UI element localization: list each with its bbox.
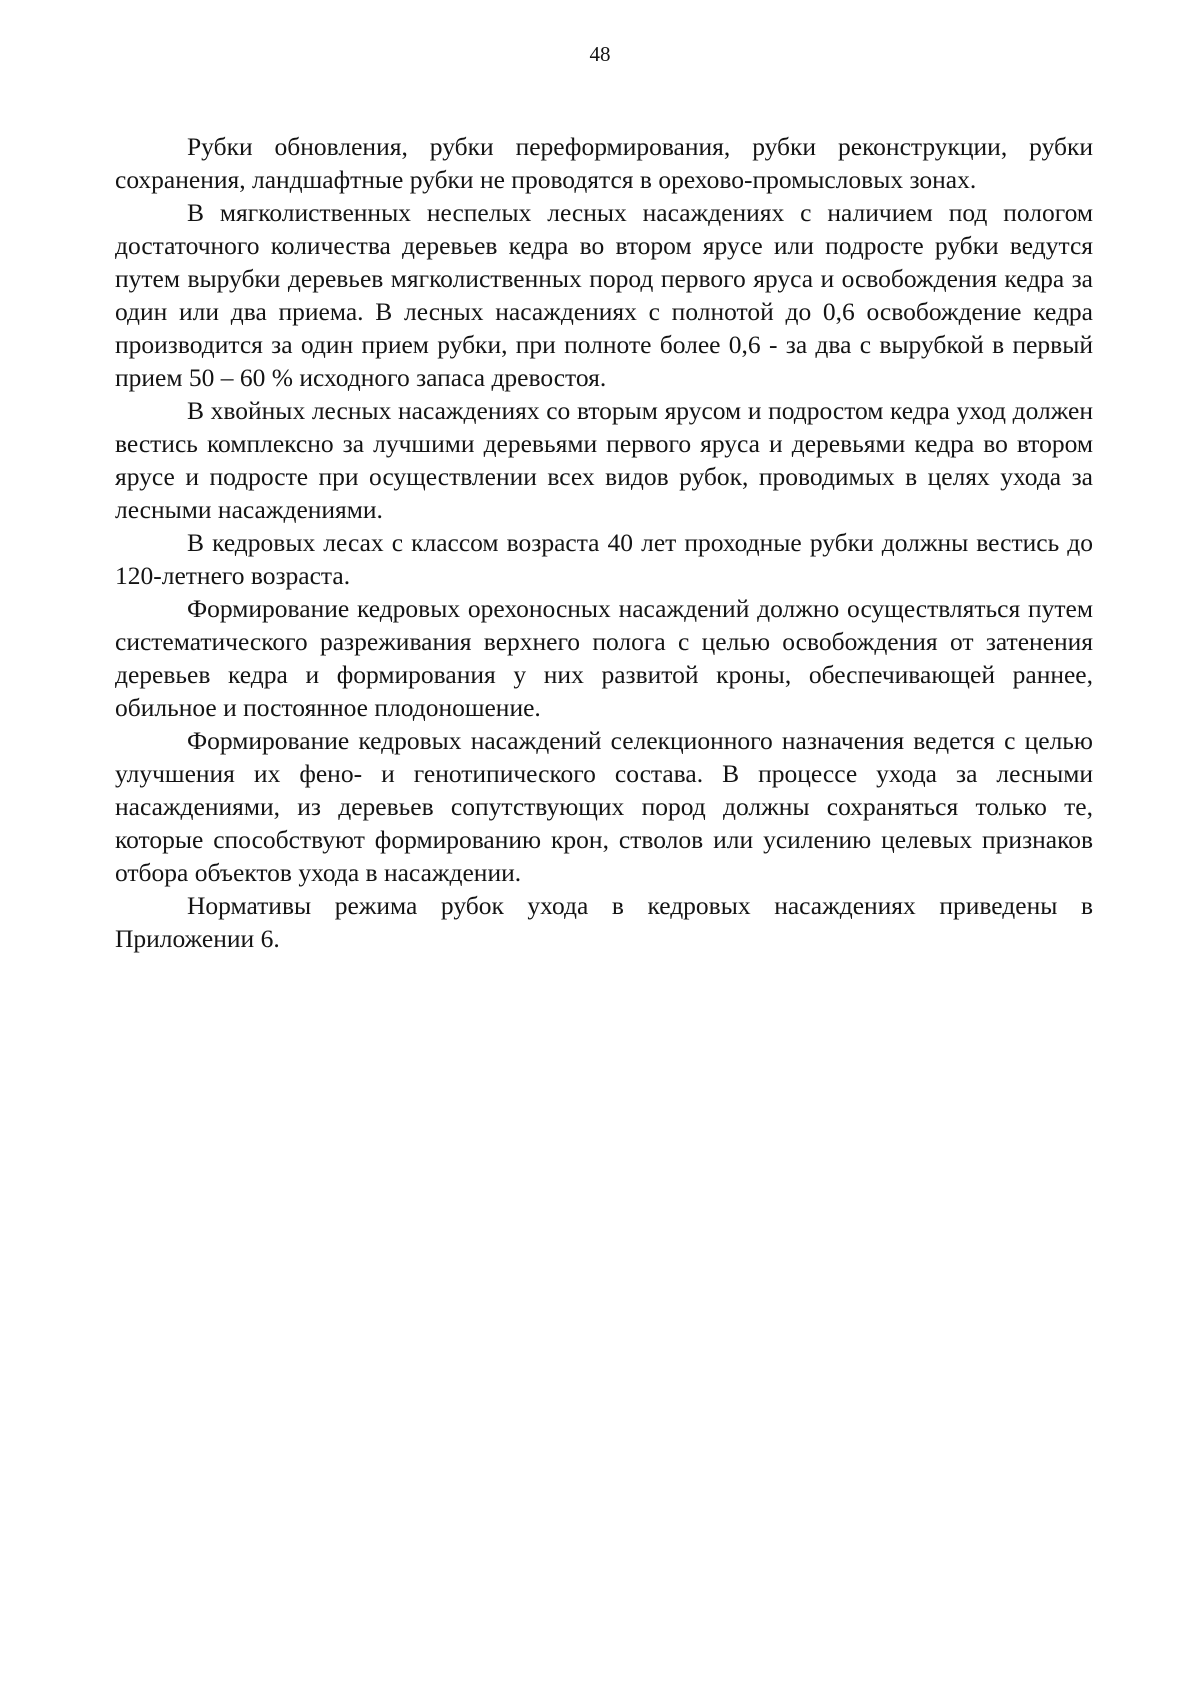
paragraph-4: В кедровых лесах с классом возраста 40 лет проходные рубки должны вестись до 120-летнего возраста. — [115, 528, 1093, 590]
paragraph-5: Формирование кедровых орехоносных насаждений должно осуществляться путем систематического разреживания верхнего полога с целью освобождения от затенения деревьев кедра и формирования у них развитой кроны, обеспечивающей раннее, обильное и постоянное плодоношение. — [115, 594, 1093, 722]
paragraph-2: В мягколиственных неспелых лесных насаждениях с наличием под пологом достаточного количества деревьев кедра во втором ярусе или подросте рубки ведутся путем вырубки деревьев мягколиственных пород первого яруса и освобождения кедра за один или два приема. В лесных насаждениях с полнотой до 0,6 освобождение кедра производится за один прием рубки, при полноте более 0,6 - за два с вырубкой в первый прием 50 – 60 % исходного запаса древостоя. — [115, 198, 1093, 392]
page-number: 48 — [589, 42, 611, 66]
paragraph-3: В хвойных лесных насаждениях со вторым ярусом и подростом кедра уход должен вестись комплексно за лучшими деревьями первого яруса и деревьями кедра во втором ярусе и подросте при осуществлении всех видов рубок, проводимых в целях ухода за лесными насаждениями. — [115, 396, 1093, 524]
body-text — [115, 130, 1093, 955]
paragraph-1: Рубки обновления, рубки переформирования, рубки реконструкции, рубки сохранения, ландшафтные рубки не проводятся в орехово-промысловых зонах. — [115, 132, 1093, 194]
paragraph-7: Нормативы режима рубок ухода в кедровых насаждениях приведены в Приложении 6. — [115, 891, 1093, 953]
paragraph-6: Формирование кедровых насаждений селекционного назначения ведется с целью улучшения их фено- и генотипического состава. В процессе ухода за лесными насаждениями, из деревьев сопутствующих пород должны сохраняться только те, которые способствуют формированию крон, стволов или усилению целевых признаков отбора объектов ухода в насаждении. — [115, 726, 1093, 887]
